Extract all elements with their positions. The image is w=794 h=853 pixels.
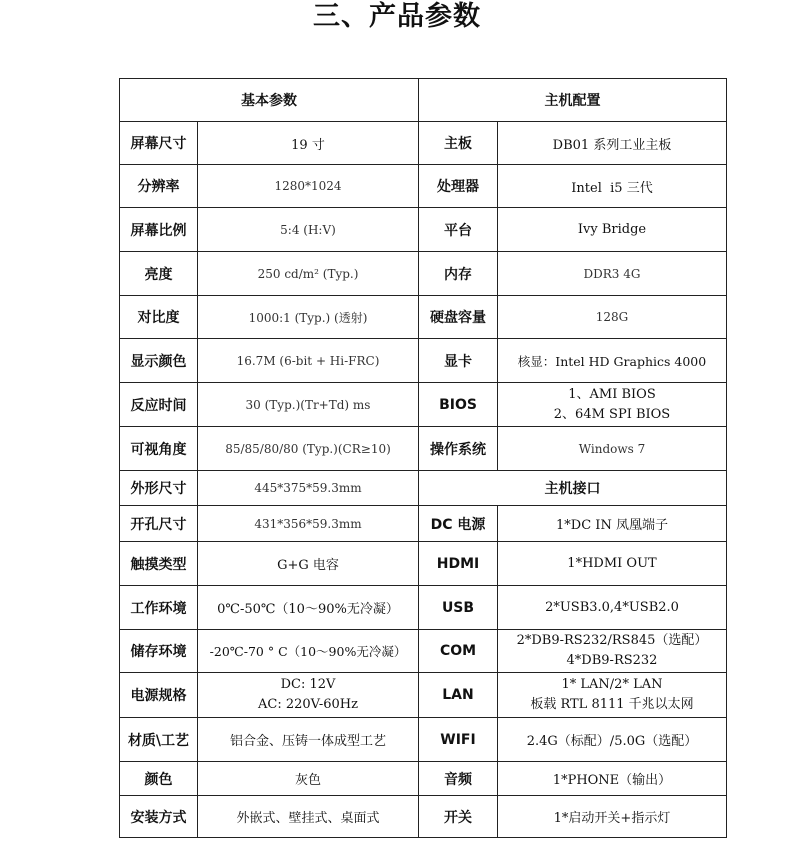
lan-line-1: 1* LAN/2* LAN bbox=[561, 677, 663, 692]
label-memory: 内存 bbox=[419, 252, 498, 296]
value-power-spec bbox=[198, 673, 419, 718]
spec-table bbox=[119, 78, 727, 838]
value-storage-env: -20℃-70 ° C（10～90%无冷凝） bbox=[198, 630, 419, 673]
label-processor: 处理器 bbox=[419, 165, 498, 208]
label-audio: 音频 bbox=[419, 762, 498, 796]
value-outer-dimensions: 445*375*59.3mm bbox=[198, 471, 419, 506]
value-brightness: 250 cd/m² (Typ.) bbox=[198, 252, 419, 296]
label-contrast: 对比度 bbox=[120, 296, 198, 339]
label-os: 操作系统 bbox=[419, 427, 498, 471]
value-aspect-ratio: 5:4 (H:V) bbox=[198, 208, 419, 252]
label-response-time: 反应时间 bbox=[120, 383, 198, 427]
value-usb: 2*USB3.0,4*USB2.0 bbox=[498, 586, 727, 630]
label-brightness: 亮度 bbox=[120, 252, 198, 296]
label-storage-env: 储存环境 bbox=[120, 630, 198, 673]
host-interface-header: 主机接口 bbox=[419, 471, 727, 506]
value-com bbox=[498, 630, 727, 673]
value-touch-type: G+G 电容 bbox=[198, 542, 419, 586]
value-switch: 1*启动开关+指示灯 bbox=[498, 796, 727, 838]
label-usb: USB bbox=[419, 586, 498, 630]
bios-line-1: 1、AMI BIOS bbox=[568, 386, 656, 402]
value-storage: 128G bbox=[498, 296, 727, 339]
com-line-1: 2*DB9-RS232/RS845（选配） bbox=[516, 633, 708, 648]
value-memory: DDR3 4G bbox=[498, 252, 727, 296]
label-screen-size: 屏幕尺寸 bbox=[120, 122, 198, 165]
power-line-ac: AC: 220V-60Hz bbox=[258, 697, 358, 712]
label-switch: 开关 bbox=[419, 796, 498, 838]
label-operating-env: 工作环境 bbox=[120, 586, 198, 630]
value-lan bbox=[498, 673, 727, 718]
page-title: 三、产品参数 bbox=[313, 1, 481, 32]
value-viewing-angle: 85/85/80/80 (Typ.)(CR≥10) bbox=[198, 427, 419, 471]
bios-line-2: 2、64M SPI BIOS bbox=[553, 406, 671, 422]
label-storage: 硬盘容量 bbox=[419, 296, 498, 339]
value-wifi: 2.4G（标配）/5.0G（选配） bbox=[498, 718, 727, 762]
value-processor: Intel i5 三代 bbox=[498, 165, 727, 208]
value-color: 灰色 bbox=[198, 762, 419, 796]
value-response-time: 30 (Typ.)(Tr+Td) ms bbox=[198, 383, 419, 427]
label-wifi: WIFI bbox=[419, 718, 498, 762]
com-line-2: 4*DB9-RS232 bbox=[566, 653, 658, 668]
label-mainboard: 主板 bbox=[419, 122, 498, 165]
value-mounting: 外嵌式、壁挂式、桌面式 bbox=[198, 796, 419, 838]
value-os: Windows 7 bbox=[498, 427, 727, 471]
value-resolution: 1280*1024 bbox=[198, 165, 419, 208]
basic-params-header: 基本参数 bbox=[120, 79, 419, 122]
lan-line-2: 板载 RTL 8111 千兆以太网 bbox=[530, 697, 694, 712]
value-audio: 1*PHONE（输出） bbox=[498, 762, 727, 796]
value-hdmi: 1*HDMI OUT bbox=[498, 542, 727, 586]
value-graphics: 核显：Intel HD Graphics 4000 bbox=[498, 339, 727, 383]
value-display-color: 16.7M (6-bit + Hi-FRC) bbox=[198, 339, 419, 383]
value-material: 铝合金、压铸一体成型工艺 bbox=[198, 718, 419, 762]
power-line-dc: DC: 12V bbox=[280, 677, 336, 692]
label-com: COM bbox=[419, 630, 498, 673]
value-contrast: 1000:1 (Typ.) (透射) bbox=[198, 296, 419, 339]
label-bios: BIOS bbox=[419, 383, 498, 427]
value-cutout-dimensions: 431*356*59.3mm bbox=[198, 506, 419, 542]
value-dc-power: 1*DC IN 凤凰端子 bbox=[498, 506, 727, 542]
label-lan: LAN bbox=[419, 673, 498, 718]
label-hdmi: HDMI bbox=[419, 542, 498, 586]
label-touch-type: 触摸类型 bbox=[120, 542, 198, 586]
label-outer-dimensions: 外形尺寸 bbox=[120, 471, 198, 506]
label-color: 颜色 bbox=[120, 762, 198, 796]
label-platform: 平台 bbox=[419, 208, 498, 252]
value-mainboard: DB01 系列工业主板 bbox=[498, 122, 727, 165]
label-display-color: 显示颜色 bbox=[120, 339, 198, 383]
label-resolution: 分辨率 bbox=[120, 165, 198, 208]
label-dc-power: DC 电源 bbox=[419, 506, 498, 542]
label-material: 材质\工艺 bbox=[120, 718, 198, 762]
value-platform: Ivy Bridge bbox=[498, 208, 727, 252]
label-aspect-ratio: 屏幕比例 bbox=[120, 208, 198, 252]
value-operating-env: 0℃-50℃（10～90%无冷凝） bbox=[198, 586, 419, 630]
label-cutout-dimensions: 开孔尺寸 bbox=[120, 506, 198, 542]
label-viewing-angle: 可视角度 bbox=[120, 427, 198, 471]
label-mounting: 安装方式 bbox=[120, 796, 198, 838]
host-config-header: 主机配置 bbox=[419, 79, 727, 122]
value-screen-size: 19 寸 bbox=[198, 122, 419, 165]
label-power-spec: 电源规格 bbox=[120, 673, 198, 718]
value-bios bbox=[498, 383, 727, 427]
label-graphics: 显卡 bbox=[419, 339, 498, 383]
